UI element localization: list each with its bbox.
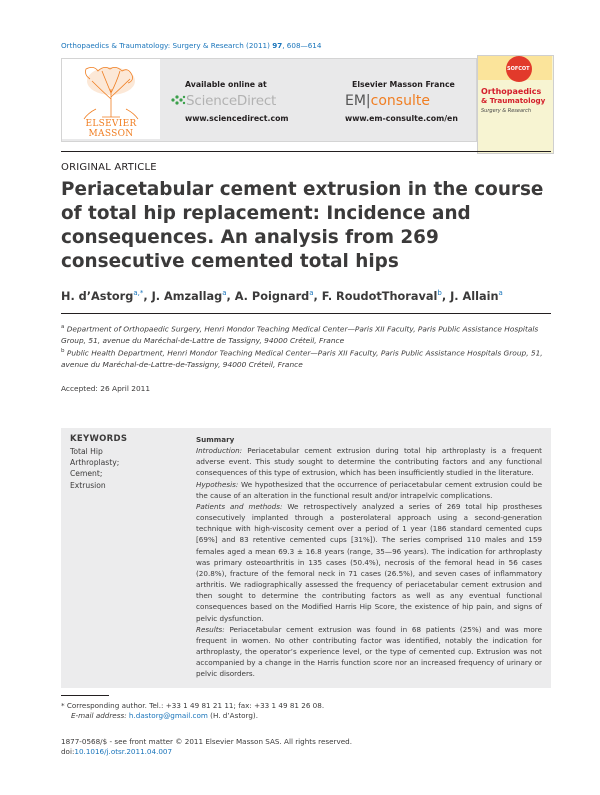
sciencedirect-url[interactable]: www.sciencedirect.com (185, 114, 289, 123)
journal-citation[interactable] (61, 41, 321, 50)
keyword-item: Cement; (70, 469, 103, 479)
email-suffix: (H. d’Astorg). (207, 711, 259, 720)
sciencedirect-mark-icon (170, 94, 186, 106)
journal-pages: , 608—614 (282, 41, 322, 50)
keyword-item: Total Hip (70, 447, 103, 456)
author-affiliation-mark[interactable]: b (437, 289, 442, 297)
author-list: H. d’Astorg$^{a,*}$, J. Amzallag$^a$, A. Poignard$^a$, F. RoudotThoraval$^b$, J. Allain$^a$ (61, 289, 503, 303)
copyright-block (61, 737, 352, 757)
author-affiliation-mark[interactable]: a (498, 289, 503, 297)
author-name: F. RoudotThoraval (321, 289, 438, 303)
author-affiliation-mark[interactable]: a (309, 289, 314, 297)
cover-title-line1: Orthopaedics (481, 87, 542, 96)
doi-line (61, 747, 352, 757)
sciencedirect-label: ScienceDirect (186, 93, 277, 109)
summary-methods (196, 501, 542, 624)
header-divider (61, 151, 551, 152)
emconsulte-logo[interactable] (345, 93, 430, 109)
publisher-logo-label: ELSEVIER MASSON (85, 119, 137, 139)
available-online-label: Available online at (185, 80, 267, 89)
doi-link[interactable]: 10.1016/j.otsr.2011.04.007 (74, 747, 173, 756)
cover-logo-text: SOFCOT (507, 66, 530, 72)
author-affiliation-mark[interactable]: a (222, 289, 227, 297)
footnote-email-line (61, 711, 324, 721)
affiliation-b (61, 345, 551, 371)
footnote-divider (61, 695, 109, 696)
authors-divider (61, 313, 551, 314)
journal-name: Orthopaedics & Traumatology: Surgery & Research (2011) (61, 41, 273, 50)
section-text: Periacetabular cement extrusion was found in 68 patients (25%) and was more frequent in women. No other contributing factor was identified, notably the indication for arthroplasty, the operator’s experience level, or the type of cemented cup. Extrusion was not accompanied by a change in the Harris function score nor an increased frequency of urinary or pelvic disorders. (196, 624, 542, 679)
summary-results (196, 624, 542, 680)
affiliation-mark: a (61, 324, 65, 330)
author-name: J. Allain (450, 289, 499, 303)
summary-hypothesis (196, 479, 542, 501)
affiliation-text: Public Health Department, Henri Mondor Teaching Medical Center—Paris XII Faculty, Paris Public Assistance Hospitals Group, 51, avenue du Maréchal-de-Lattre-de-Tassigny, 94000 Créteil, France (61, 348, 543, 370)
journal-volume: 97 (272, 41, 283, 50)
section-label: Introduction: (196, 446, 243, 456)
affiliation-mark: b (61, 348, 65, 354)
email-label: E-mail address: (71, 711, 129, 720)
article-type: ORIGINAL ARTICLE (61, 162, 157, 173)
copyright-line: 1877-0568/$ - see front matter © 2011 Elsevier Masson SAS. All rights reserved. (61, 737, 353, 746)
cover-subtitle: Surgery & Research (481, 108, 532, 114)
author-name: A. Poignard (234, 289, 310, 303)
emconsulte-consulte: consulte (370, 93, 430, 109)
emconsulte-em: EM| (345, 93, 371, 109)
affiliation-text: Department of Orthopaedic Surgery, Henri Mondor Teaching Medical Center—Paris XII Faculty, Paris Public Assistance Hospitals Group, 51, avenue du Maréchal-de-Lattre de Tassigny, 94000 Créteil, France (61, 324, 539, 346)
doi-label: doi: (61, 747, 75, 756)
section-text: Periacetabular cement extrusion during total hip arthroplasty is a frequent adverse event. This study sought to determine the contributing factors and any functional consequences of this type of extrusion, which has been insufficiently studied in the literature. (196, 446, 542, 478)
section-label: Results: (196, 624, 225, 634)
keyword-item: Arthroplasty; (70, 458, 120, 468)
keyword-item: Extrusion (70, 480, 106, 490)
sciencedirect-logo[interactable] (170, 93, 276, 109)
author-name: H. d’Astorg (61, 289, 134, 303)
abstract-summary (196, 434, 542, 679)
emconsulte-url[interactable]: www.em-consulte.com/en (345, 114, 458, 123)
author-name: J. Amzallag (151, 289, 223, 303)
section-text: We hypothesized that the occurrence of periacetabular cement extrusion could be the cause of an alteration in the functional result and/or intrapelvic complications. (196, 479, 542, 500)
section-label: Hypothesis: (196, 479, 239, 489)
section-label: Patients and methods: (196, 501, 283, 511)
keywords-heading: KEYWORDS (70, 434, 128, 444)
summary-heading: Summary (196, 435, 235, 444)
keywords-list (70, 446, 119, 491)
accepted-date: Accepted: 26 April 2011 (61, 384, 151, 393)
elsevier-masson-france-label: Elsevier Masson France (352, 80, 455, 89)
cover-title-line2: & Traumatology (481, 96, 546, 105)
article-title: Periacetabular cement extrusion in the course of total hip replacement: Incidence and consequences. An analysis from 269 consecutive cemented total hips (61, 179, 544, 272)
footnote-contact: * Corresponding author. Tel.: +33 1 49 81 21 11; fax: +33 1 49 81 26 08. (61, 701, 325, 710)
corresponding-author-footnote (61, 701, 324, 721)
author-email-link[interactable]: h.dastorg@gmail.com (128, 711, 208, 720)
summary-introduction (196, 445, 542, 478)
affiliation-a (61, 321, 551, 347)
author-affiliation-mark[interactable]: a,* (133, 289, 144, 297)
publisher-logo-text (62, 119, 160, 139)
section-text: We retrospectively analyzed a series of 269 total hip prostheses consecutively implanted through a posterolateral approach using a second-generation technique with high-viscosity cement over a period of 1 year (186 standard cemented cups [69%] and 83 retentive cemented cups [31%]). The series comprised 110 males and 159 females aged a mean 69.3 ± 16.8 years (range, 35—96 years). The indication for arthroplasty was primary osteoarthritis in 135 cases (50.4%), necrosis of the femoral head in 56 cases (20.8%), fracture of the femoral neck in 71 cases (26.5%), and seven cases of inflammatory arthritis. We radiographically assessed the frequency of periacetabular cement extrusion and then sought to determine the contributing factors as well as any eventual functional consequences based on the Modified Harris Hip Score, the existence of hip pain, and signs of pelvic dysfunction. (196, 501, 543, 623)
